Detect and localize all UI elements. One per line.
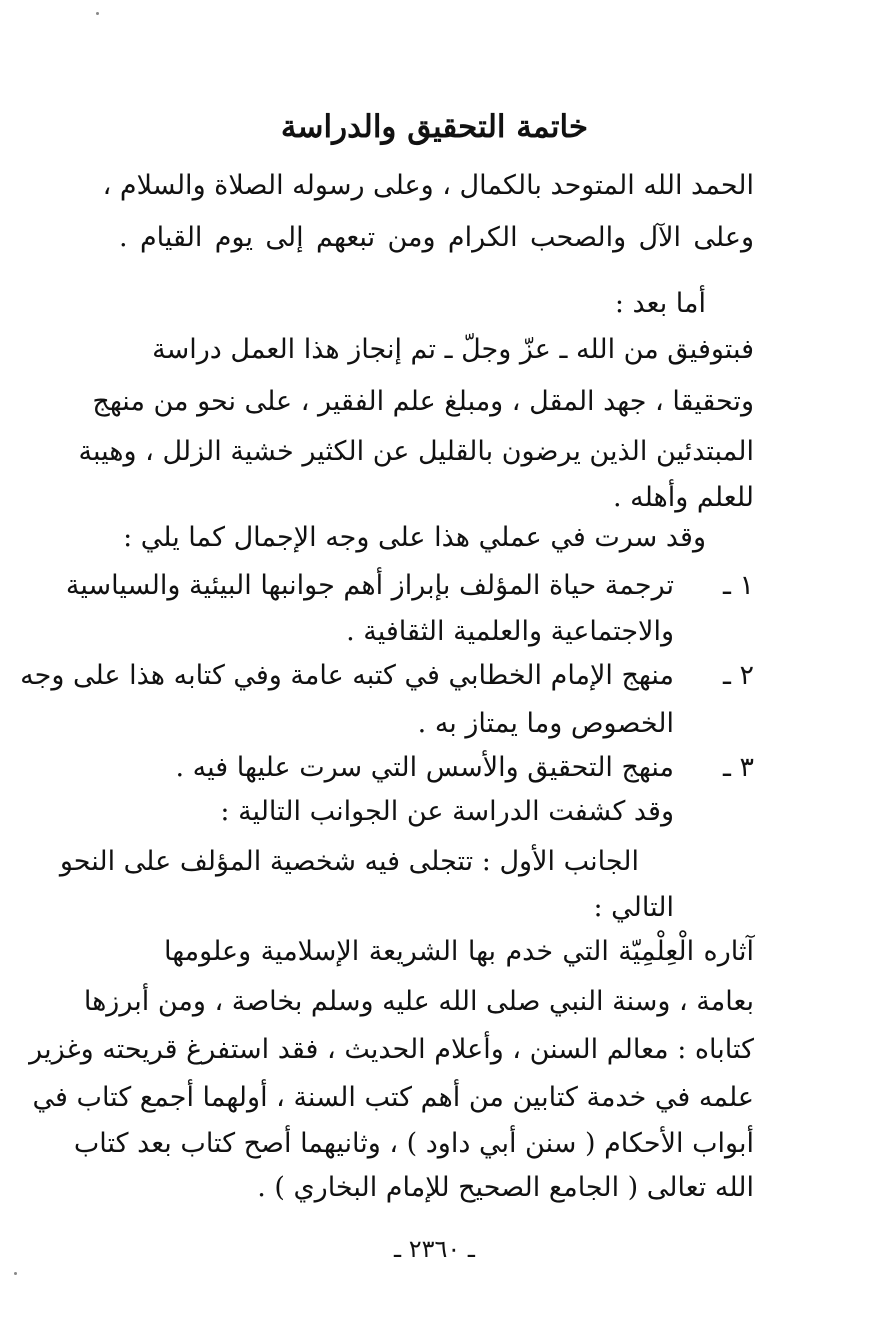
para5-line-6: الله تعالى ( الجامع الصحيح للإمام البخاري ) .	[257, 1172, 754, 1203]
list-item-1-line-2: والاجتماعية والعلمية الثقافية .	[346, 616, 674, 647]
para4-line-2: التالي :	[593, 892, 674, 923]
list-item-3-number: ٣ ـ	[722, 752, 754, 783]
list-item-1-line-1: ترجمة حياة المؤلف بإبراز أهم جوانبها البيئية والسياسية	[65, 570, 674, 601]
para5-line-5: أبواب الأحكام ( سنن أبي داود ) ، وثانيهما أصح كتاب بعد كتاب	[73, 1128, 754, 1159]
scan-speck	[96, 12, 99, 15]
list-item-2-line-2: الخصوص وما يمتاز به .	[417, 708, 674, 739]
para5-line-2: بعامة ، وسنة النبي صلى الله عليه وسلم بخاصة ، ومن أبرزها	[83, 986, 754, 1017]
list-item-1-number: ١ ـ	[722, 570, 754, 601]
page-title: خاتمة التحقيق والدراسة	[280, 109, 589, 145]
list-item-2-number: ٢ ـ	[722, 660, 754, 691]
intro-line-1: الحمد الله المتوحد بالكمال ، وعلى رسوله الصلاة والسلام ،	[102, 170, 754, 201]
para4-line-1: الجانب الأول : تتجلى فيه شخصية المؤلف على النحو	[59, 846, 639, 877]
para1-line-4: للعلم وأهله .	[612, 482, 754, 513]
para3-line: وقد كشفت الدراسة عن الجوانب التالية :	[220, 796, 674, 827]
para5-line-3: كتاباه : معالم السنن ، وأعلام الحديث ، فقد استفرغ قريحته وغزير	[29, 1034, 754, 1065]
amma-baad-heading: أما بعد :	[614, 288, 706, 319]
para1-line-3: المبتدئين الذين يرضون بالقليل عن الكثير خشية الزلل ، وهيبة	[78, 436, 754, 467]
para1-line-1: فبتوفيق من الله ـ عزّ وجلّ ـ تم إنجاز هذا العمل دراسة	[152, 334, 754, 365]
intro-line-2: وعلى الآل والصحب الكرام ومن تبعهم إلى يوم القيام .	[119, 222, 754, 253]
para1-line-2: وتحقيقا ، جهد المقل ، ومبلغ علم الفقير ، على نحو من منهج	[92, 386, 754, 417]
page-number: ـ ٢٣٦٠ ـ	[394, 1235, 475, 1263]
scan-speck	[14, 1272, 17, 1275]
list-item-3-line-1: منهج التحقيق والأسس التي سرت عليها فيه .	[175, 752, 674, 783]
para5-line-4: علمه في خدمة كتابين من أهم كتب السنة ، أولهما أجمع كتاب في	[32, 1082, 754, 1113]
list-item-2-line-1: منهج الإمام الخطابي في كتبه عامة وفي كتابه هذا على وجه	[20, 660, 674, 691]
para2-line: وقد سرت في عملي هذا على وجه الإجمال كما يلي :	[123, 522, 706, 553]
para5-line-1: آثاره الْعِلْمِيّة التي خدم بها الشريعة الإسلامية وعلومها	[164, 936, 754, 967]
